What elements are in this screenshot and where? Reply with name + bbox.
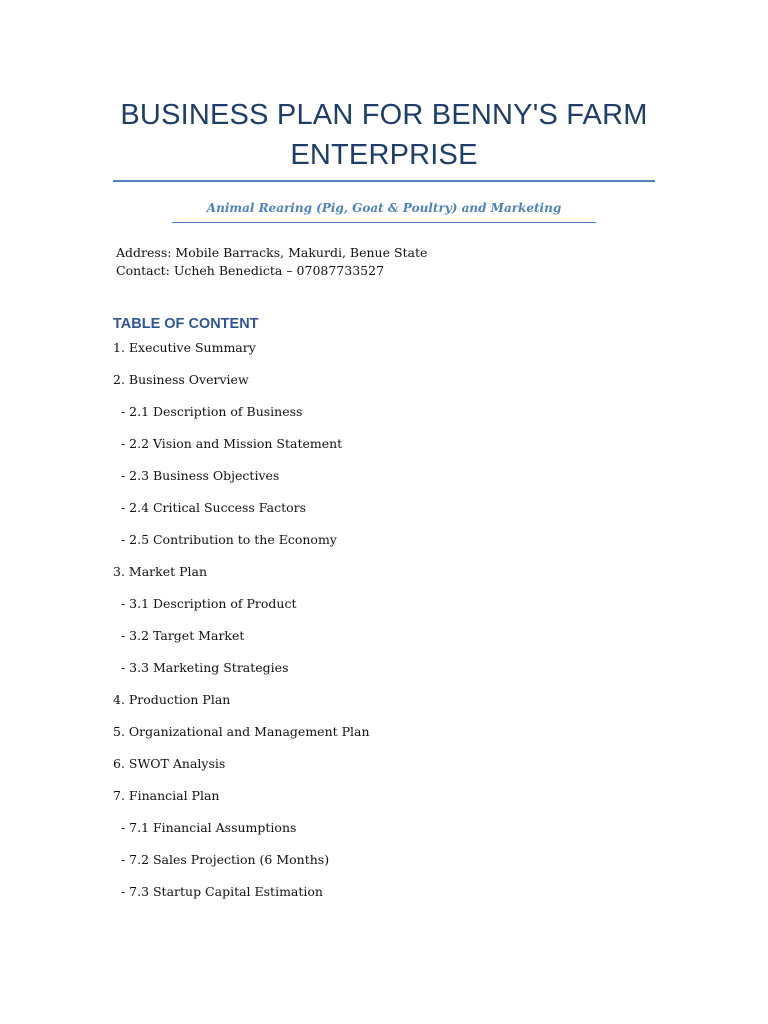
toc-item: - 7.2 Sales Projection (6 Months) — [113, 852, 330, 867]
toc-heading: TABLE OF CONTENT — [113, 316, 259, 332]
toc-item: 3. Market Plan — [113, 564, 208, 579]
toc-item: - 3.3 Marketing Strategies — [113, 660, 289, 675]
toc-item: 4. Production Plan — [113, 692, 231, 707]
title-line-2: ENTERPRISE — [290, 139, 478, 171]
toc-item: 5. Organizational and Management Plan — [113, 724, 370, 739]
toc-item: - 7.3 Startup Capital Estimation — [113, 884, 323, 899]
toc-item: 1. Executive Summary — [113, 340, 256, 355]
toc-item: - 2.5 Contribution to the Economy — [113, 532, 337, 547]
subtitle-divider — [172, 222, 596, 223]
toc-list — [113, 339, 370, 915]
toc-item: 7. Financial Plan — [113, 788, 220, 803]
toc-item: - 2.2 Vision and Mission Statement — [113, 436, 343, 451]
title-divider — [113, 180, 655, 182]
toc-item: - 2.1 Description of Business — [113, 404, 303, 419]
contact-line: Contact: Ucheh Benedicta – 07087733527 — [116, 263, 385, 278]
toc-item: - 3.1 Description of Product — [113, 596, 297, 611]
document-title — [114, 95, 654, 175]
title-line-1: BUSINESS PLAN FOR BENNY'S FARM — [120, 99, 648, 131]
toc-item: - 2.4 Critical Success Factors — [113, 500, 307, 515]
toc-item: 2. Business Overview — [113, 372, 249, 387]
toc-item: - 7.1 Financial Assumptions — [113, 820, 297, 835]
document-subtitle: Animal Rearing (Pig, Goat & Poultry) and Marketing — [206, 201, 562, 215]
toc-item: 6. SWOT Analysis — [113, 756, 226, 771]
address-line: Address: Mobile Barracks, Makurdi, Benue State — [116, 245, 428, 260]
toc-item: - 2.3 Business Objectives — [113, 468, 280, 483]
toc-item: - 3.2 Target Market — [113, 628, 245, 643]
